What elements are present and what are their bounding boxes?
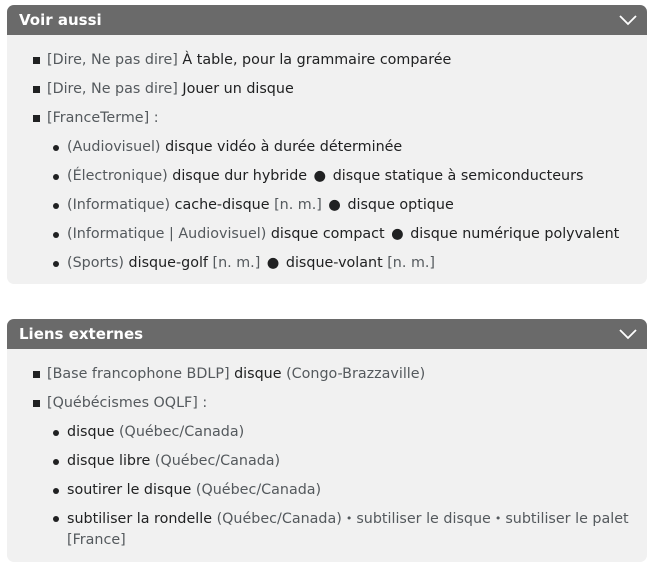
voir-aussi-list bbox=[21, 46, 633, 278]
list-item bbox=[21, 360, 633, 389]
voir-aussi-header[interactable] bbox=[7, 5, 647, 35]
source-tag: [Dire, Ne pas dire] bbox=[47, 81, 178, 97]
gender-tag: [n. m.] bbox=[274, 197, 322, 213]
domain-tag: (Informatique | Audiovisuel) bbox=[67, 226, 267, 242]
chevron-down-icon[interactable] bbox=[618, 327, 638, 341]
separator-dot: ● bbox=[328, 197, 341, 213]
source-tag: [FranceTerme] : bbox=[47, 110, 159, 126]
separator-dot: ● bbox=[266, 255, 280, 271]
region-tag: [France] bbox=[67, 532, 126, 548]
region-tag: (Congo-Brazzaville) bbox=[286, 366, 426, 382]
oqlf-sublist bbox=[21, 418, 633, 555]
link-soutirer-le-disque[interactable]: soutirer le disque bbox=[67, 482, 192, 498]
alt-term: subtiliser le disque bbox=[356, 511, 491, 527]
source-tag: [Base francophone BDLP] bbox=[47, 366, 230, 382]
separator-dot: ● bbox=[313, 168, 327, 184]
link-disque-bdlp[interactable]: disque bbox=[234, 366, 282, 382]
region-tag: (Québec/Canada) bbox=[195, 482, 322, 498]
alt-term: subtiliser le palet bbox=[505, 511, 629, 527]
link-disque-dur-hybride[interactable]: disque dur hybride bbox=[172, 168, 308, 184]
region-tag: (Québec/Canada) bbox=[118, 424, 245, 440]
list-item bbox=[21, 447, 633, 476]
domain-tag: (Électronique) bbox=[67, 168, 168, 184]
list-item bbox=[21, 249, 633, 278]
liens-externes-panel bbox=[7, 319, 647, 562]
link-disque-optique[interactable]: disque optique bbox=[347, 197, 454, 213]
list-item bbox=[21, 104, 633, 278]
source-tag: [Québécismes OQLF] : bbox=[47, 395, 208, 411]
list-item bbox=[21, 162, 633, 191]
link-jouer-un-disque[interactable]: Jouer un disque bbox=[182, 81, 294, 97]
region-tag: (Québec/Canada) bbox=[154, 453, 281, 469]
domain-tag: (Sports) bbox=[67, 255, 124, 271]
link-disque-volant[interactable]: disque-volant bbox=[285, 255, 383, 271]
link-a-table[interactable]: À table, pour la grammaire comparée bbox=[182, 52, 452, 68]
list-item bbox=[21, 133, 633, 162]
domain-tag: (Informatique) bbox=[67, 197, 171, 213]
voir-aussi-panel bbox=[7, 5, 647, 284]
link-disque-compact[interactable]: disque compact bbox=[270, 226, 385, 242]
region-tag: (Québec/Canada) bbox=[216, 511, 342, 527]
list-item bbox=[21, 505, 633, 555]
link-subtiliser-la-rondelle[interactable]: subtiliser la rondelle bbox=[67, 511, 213, 527]
gender-tag: [n. m.] bbox=[387, 255, 436, 271]
source-tag: [Dire, Ne pas dire] bbox=[47, 52, 178, 68]
list-item bbox=[21, 418, 633, 447]
chevron-down-icon[interactable] bbox=[618, 13, 638, 27]
list-item bbox=[21, 389, 633, 555]
liens-externes-body bbox=[7, 349, 647, 555]
link-disque-statique[interactable]: disque statique à semiconducteurs bbox=[332, 168, 584, 184]
separator-middot: • bbox=[345, 512, 353, 525]
list-item bbox=[21, 191, 633, 220]
liens-externes-title: Liens externes bbox=[19, 325, 144, 343]
list-item bbox=[21, 46, 633, 75]
link-cache-disque[interactable]: cache-disque bbox=[174, 197, 270, 213]
link-disque-numerique[interactable]: disque numérique polyvalent bbox=[410, 226, 620, 242]
link-disque-video[interactable]: disque vidéo à durée déterminée bbox=[165, 139, 403, 155]
domain-tag: (Audiovisuel) bbox=[67, 139, 161, 155]
list-item bbox=[21, 75, 633, 104]
link-disque-oqlf[interactable]: disque bbox=[67, 424, 115, 440]
franceterme-sublist bbox=[21, 133, 633, 278]
separator-dot: ● bbox=[391, 226, 404, 242]
liens-externes-header[interactable] bbox=[7, 319, 647, 349]
list-item bbox=[21, 476, 633, 505]
link-disque-golf[interactable]: disque-golf bbox=[128, 255, 208, 271]
voir-aussi-body bbox=[7, 35, 647, 278]
voir-aussi-title: Voir aussi bbox=[19, 11, 102, 29]
list-item bbox=[21, 220, 633, 249]
gender-tag: [n. m.] bbox=[212, 255, 261, 271]
link-disque-libre[interactable]: disque libre bbox=[67, 453, 151, 469]
liens-externes-list bbox=[21, 360, 633, 555]
separator-middot: • bbox=[494, 512, 502, 525]
